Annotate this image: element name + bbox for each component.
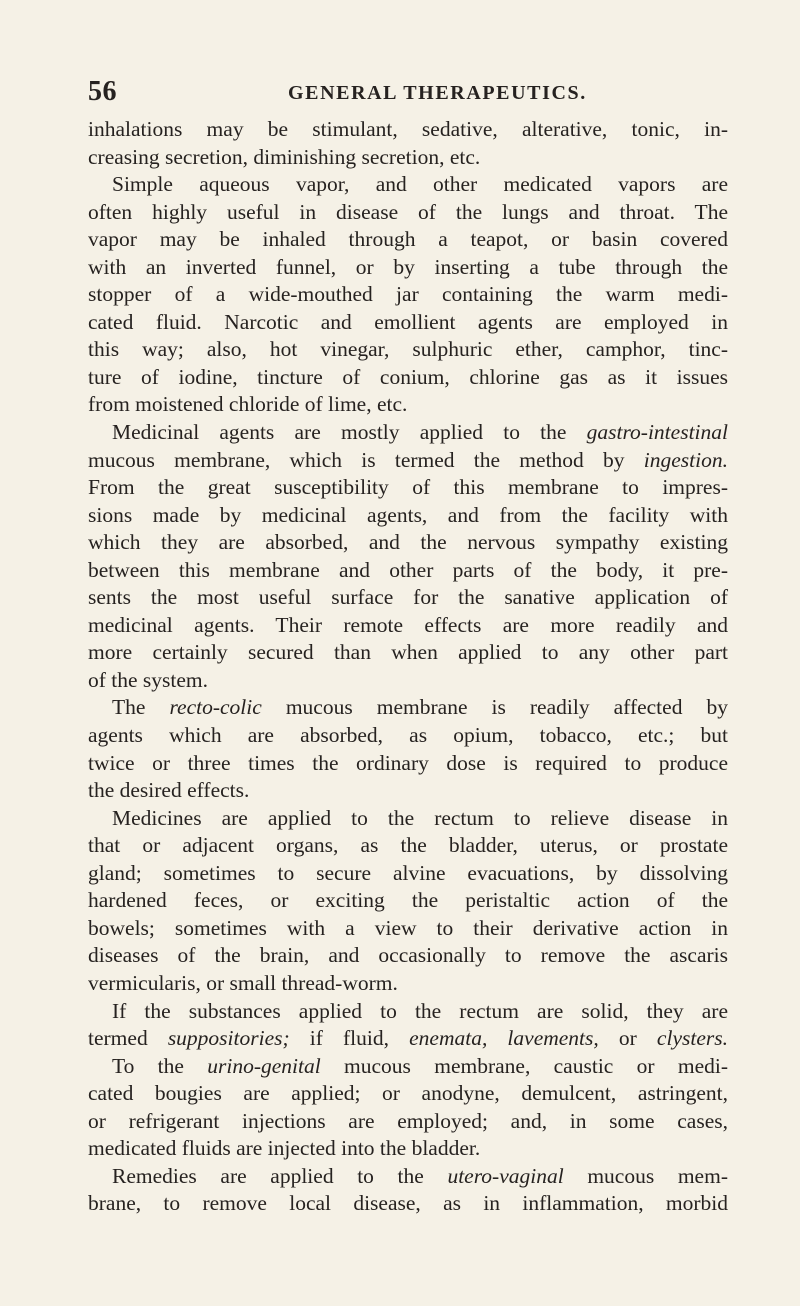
text-line — [88, 391, 728, 419]
text-segment: inhalations may be stimulant, sedative, alterative, tonic, in- — [88, 117, 728, 141]
text-segment: sions made by medicinal agents, and from the facility with — [88, 502, 728, 527]
text-line — [88, 336, 728, 364]
text-line — [88, 226, 728, 254]
text-line — [88, 722, 728, 750]
text-segment: mucous mem- — [563, 1163, 728, 1188]
text-segment: of the system. — [88, 667, 209, 692]
text-segment: that or adjacent organs, as the bladder, uterus, or prostate — [88, 833, 728, 858]
italic-term: utero-vaginal — [447, 1163, 564, 1188]
text-line — [88, 1025, 728, 1053]
text-segment: mucous membrane, which is termed the method by — [88, 447, 644, 472]
text-line — [88, 777, 728, 805]
text-segment: more certainly secured than when applied to any other part — [88, 640, 728, 665]
text-segment: from moistened chloride of lime, etc. — [88, 392, 408, 417]
text-line — [88, 860, 728, 888]
text-line — [88, 750, 728, 778]
text-segment: If the substances applied to the rectum are solid, they are — [112, 998, 728, 1023]
text-segment: hardened feces, or exciting the peristaltic action of the — [88, 888, 728, 913]
italic-term: enemata, lavements, — [409, 1026, 599, 1051]
text-line — [88, 309, 728, 337]
page-header — [88, 76, 728, 112]
text-line — [88, 832, 728, 860]
text-segment: if fluid, — [289, 1026, 410, 1051]
text-line — [88, 970, 728, 998]
text-line — [88, 474, 728, 502]
text-segment: From the great susceptibility of this membrane to impres- — [88, 475, 728, 500]
text-segment: vapor may be inhaled through a teapot, or basin covered — [88, 227, 728, 252]
text-segment: Remedies are applied to the — [112, 1163, 448, 1188]
italic-term: urino-genital — [207, 1053, 321, 1078]
text-segment: To the — [112, 1053, 208, 1078]
page-number: 56 — [88, 76, 117, 107]
text-segment: medicinal agents. Their remote effects are more readily and — [88, 612, 728, 637]
text-segment: Simple aqueous vapor, and other medicated vapors are — [112, 172, 728, 197]
text-segment: ture of iodine, tincture of conium, chlorine gas as it issues — [88, 364, 728, 389]
text-line — [88, 447, 728, 475]
text-line — [88, 887, 728, 915]
text-line — [88, 199, 728, 227]
text-segment: or refrigerant injections are employed; and, in some cases, — [88, 1108, 728, 1133]
text-segment: The — [112, 695, 170, 720]
text-segment: mucous membrane is readily affected by — [261, 695, 728, 720]
body-text — [88, 116, 728, 1218]
text-segment: Medicinal agents are mostly applied to the — [112, 420, 587, 445]
running-head: GENERAL THERAPEUTICS. — [288, 82, 587, 104]
text-segment: diseases of the brain, and occasionally to remove the ascaris — [88, 943, 728, 968]
text-segment: or — [598, 1026, 657, 1051]
text-line — [88, 805, 728, 833]
text-line — [88, 639, 728, 667]
text-segment: with an inverted funnel, or by inserting a tube through the — [88, 254, 728, 279]
text-line — [88, 1135, 728, 1163]
text-line — [88, 529, 728, 557]
text-line — [88, 557, 728, 585]
text-segment: Medicines are applied to the rectum to relieve disease in — [112, 805, 728, 830]
text-segment: brane, to remove local disease, as in inflammation, morbid — [88, 1191, 728, 1216]
text-segment: creasing secretion, diminishing secretion, etc. — [88, 144, 481, 169]
text-segment: agents which are absorbed, as opium, tobacco, etc.; but — [88, 723, 728, 748]
text-line — [88, 254, 728, 282]
text-line — [88, 694, 728, 722]
text-line — [88, 584, 728, 612]
text-segment: which they are absorbed, and the nervous sympathy existing — [88, 530, 728, 555]
text-line — [88, 1163, 728, 1191]
text-segment: cated bougies are applied; or anodyne, demulcent, astringent, — [88, 1081, 728, 1106]
text-line — [88, 915, 728, 943]
text-line — [88, 1053, 728, 1081]
text-segment: twice or three times the ordinary dose is required to produce — [88, 750, 728, 775]
italic-term: suppositories; — [167, 1026, 290, 1051]
text-line — [88, 281, 728, 309]
text-line — [88, 116, 728, 144]
text-segment: sents the most useful surface for the sanative application of — [88, 585, 728, 610]
text-segment: often highly useful in disease of the lungs and throat. The — [88, 199, 728, 224]
text-line — [88, 502, 728, 530]
text-segment: medicated fluids are injected into the bladder. — [88, 1136, 481, 1161]
text-segment: this way; also, hot vinegar, sulphuric ether, camphor, tinc- — [88, 337, 728, 362]
text-line — [88, 171, 728, 199]
text-line — [88, 1108, 728, 1136]
text-segment: bowels; sometimes with a view to their derivative action in — [88, 915, 728, 940]
text-line — [88, 942, 728, 970]
text-segment: between this membrane and other parts of the body, it pre- — [88, 557, 728, 582]
text-segment: the desired effects. — [88, 778, 250, 803]
italic-term: gastro-intestinal — [586, 420, 728, 445]
text-segment: mucous membrane, caustic or medi- — [320, 1053, 728, 1078]
text-line — [88, 1080, 728, 1108]
text-segment: gland; sometimes to secure alvine evacuations, by dissolving — [88, 860, 728, 885]
italic-term: recto-colic — [169, 695, 262, 720]
text-line — [88, 1190, 728, 1218]
text-line — [88, 667, 728, 695]
italic-term: ingestion. — [643, 447, 728, 472]
text-segment: cated fluid. Narcotic and emollient agents are employed in — [88, 309, 728, 334]
text-line — [88, 998, 728, 1026]
text-line — [88, 144, 728, 172]
text-segment: termed — [88, 1026, 168, 1051]
text-line — [88, 419, 728, 447]
text-segment: stopper of a wide-mouthed jar containing the warm medi- — [88, 282, 728, 307]
text-line — [88, 612, 728, 640]
italic-term: clysters. — [656, 1026, 728, 1051]
text-line — [88, 364, 728, 392]
text-segment: vermicularis, or small thread-worm. — [88, 970, 398, 995]
